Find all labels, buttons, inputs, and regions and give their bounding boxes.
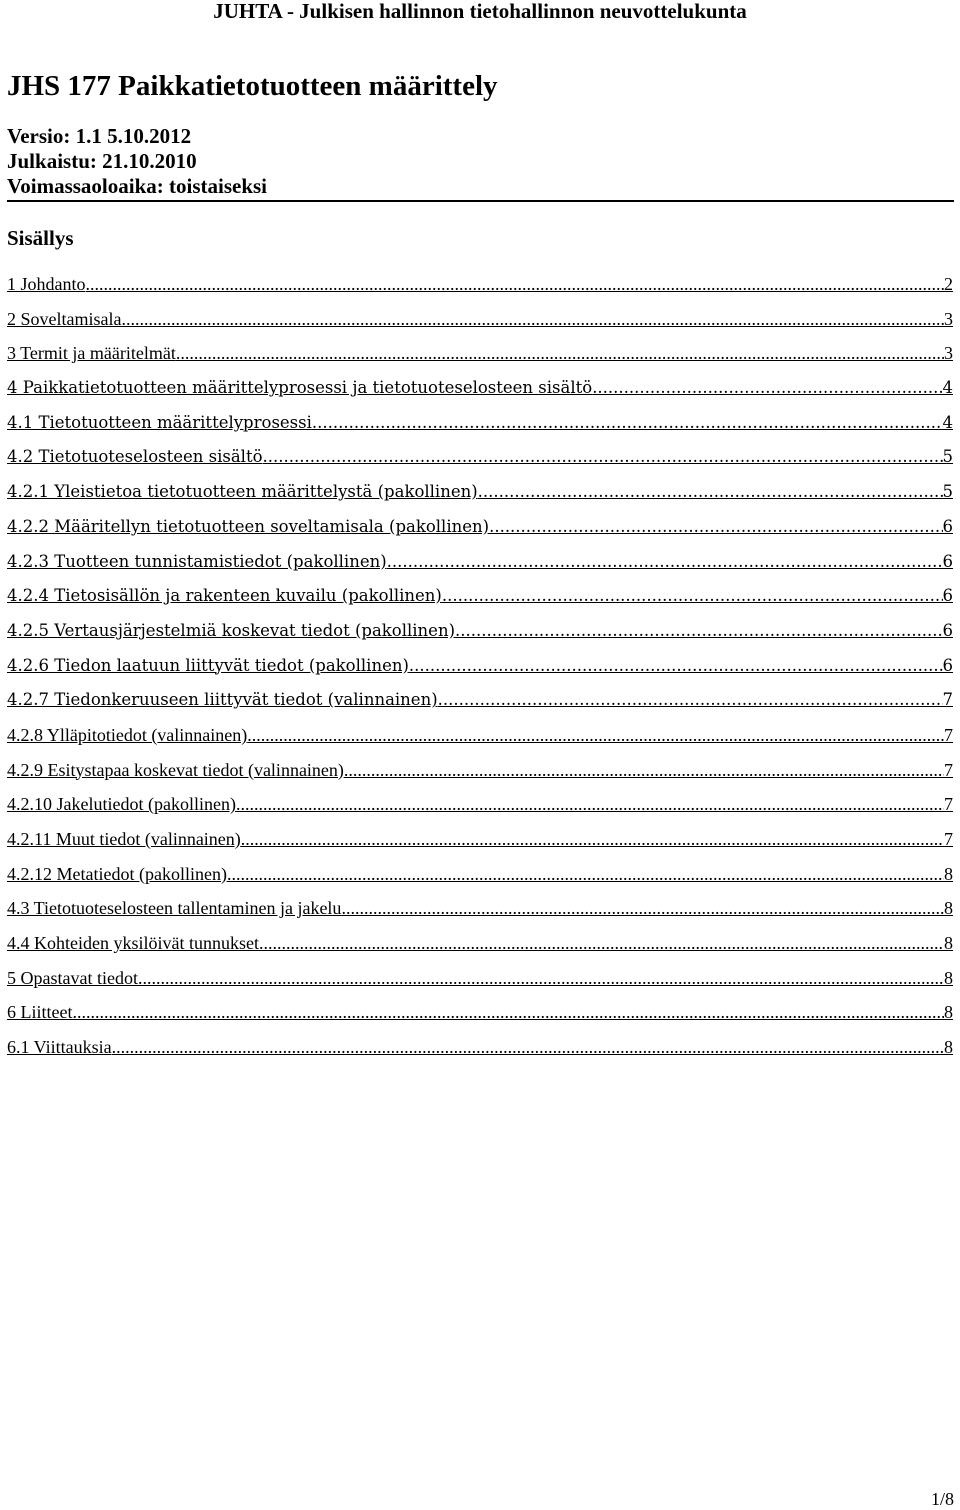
toc-entry[interactable] — [7, 582, 953, 617]
toc-entry[interactable] — [7, 825, 953, 860]
toc-entry-page-number[interactable]: 7 — [944, 724, 953, 745]
toc-entry-title[interactable]: 4.2.12 Metatiedot (pakollinen) — [7, 863, 227, 884]
toc-entry-title[interactable]: 1 Johdanto — [7, 274, 86, 294]
toc-entry[interactable] — [7, 374, 953, 409]
toc-entry-title[interactable]: 4.2.9 Esitystapaa koskevat tiedot (valinnainen) — [7, 759, 344, 780]
toc-entry-leader-dots — [438, 686, 943, 714]
toc-entry-leader-dots — [259, 929, 944, 957]
toc-entry-title[interactable]: 4.2 Tietotuoteselosteen sisältö — [7, 447, 263, 467]
published-date: Julkaistu: 21.10.2010 — [7, 149, 197, 173]
toc-entry-leader-dots — [344, 756, 944, 784]
toc-entry[interactable] — [7, 339, 953, 374]
toc-entry-title[interactable]: 4.2.8 Ylläpitotiedot (valinnainen) — [7, 724, 248, 745]
toc-entry[interactable] — [7, 548, 953, 583]
toc-entry-title[interactable]: 6 Liitteet — [7, 1002, 73, 1023]
toc-entry[interactable] — [7, 790, 953, 825]
toc-entry-page-number[interactable]: 8 — [944, 967, 953, 988]
toc-entry-page-number[interactable]: 4 — [942, 378, 953, 398]
toc-entry-page-number[interactable]: 6 — [942, 551, 953, 571]
validity-period: Voimassaoloaika: toistaiseksi — [7, 174, 268, 198]
toc-entry-leader-dots — [592, 374, 942, 402]
toc-entry[interactable] — [7, 513, 953, 548]
toc-entry[interactable] — [7, 270, 953, 305]
toc-entry-title[interactable]: 4.2.3 Tuotteen tunnistamistiedot (pakollinen) — [7, 551, 387, 571]
toc-entry-page-number[interactable]: 6 — [942, 586, 953, 606]
toc-entry[interactable] — [7, 305, 953, 340]
toc-entry-page-number[interactable]: 3 — [944, 343, 953, 364]
toc-entry[interactable] — [7, 998, 953, 1033]
toc-entry[interactable] — [7, 964, 953, 999]
toc-entry-leader-dots — [341, 894, 944, 922]
toc-entry-page-number[interactable]: 8 — [944, 863, 953, 884]
page-number: 1/8 — [930, 1489, 954, 1509]
toc-entry-title[interactable]: 4.1 Tietotuotteen määrittelyprosessi — [7, 412, 312, 432]
toc-entry[interactable] — [7, 478, 953, 513]
table-of-contents — [7, 270, 953, 1068]
toc-entry-title[interactable]: 2 Soveltamisala — [7, 308, 122, 329]
toc-entry-leader-dots — [478, 478, 943, 506]
toc-entry-title[interactable]: 4.2.1 Yleistietoa tietotuotteen määrittelystä (pakollinen) — [7, 482, 478, 502]
organization-header: JUHTA - Julkisen hallinnon tietohallinnon neuvottelukunta — [213, 0, 747, 23]
toc-entry-leader-dots — [387, 548, 943, 576]
toc-entry-title[interactable]: 4.2.2 Määritellyn tietotuotteen soveltamisala (pakollinen) — [7, 516, 490, 536]
toc-entry[interactable] — [7, 686, 953, 721]
toc-entry-leader-dots — [263, 443, 943, 471]
toc-entry-leader-dots — [236, 790, 944, 818]
version-info: Versio: 1.1 5.10.2012 — [7, 124, 192, 148]
toc-entry-leader-dots — [455, 617, 942, 645]
toc-entry-leader-dots — [72, 998, 944, 1026]
toc-entry-page-number[interactable]: 7 — [944, 829, 953, 849]
toc-entry-title[interactable]: 4 Paikkatietotuotteen määrittelyprosessi ja tietotuoteselosteen sisältö — [7, 378, 593, 398]
toc-entry-leader-dots — [176, 339, 944, 367]
toc-entry-title[interactable]: 4.2.7 Tiedonkeruuseen liittyvät tiedot (valinnainen) — [7, 690, 438, 710]
toc-entry-leader-dots — [112, 1033, 944, 1061]
toc-entry[interactable] — [7, 409, 953, 444]
toc-entry-page-number[interactable]: 6 — [942, 620, 953, 640]
toc-entry[interactable] — [7, 721, 953, 756]
toc-entry-leader-dots — [121, 305, 944, 333]
toc-entry-page-number[interactable]: 7 — [942, 690, 953, 710]
toc-entry-page-number[interactable]: 3 — [944, 308, 953, 329]
toc-entry-leader-dots — [312, 409, 943, 437]
document-metadata — [7, 124, 267, 199]
toc-entry-page-number[interactable]: 8 — [944, 1002, 953, 1023]
toc-entry-title[interactable]: 6.1 Viittauksia — [7, 1037, 112, 1058]
toc-entry-page-number[interactable]: 4 — [942, 412, 953, 432]
toc-entry-leader-dots — [409, 652, 943, 680]
toc-entry-page-number[interactable]: 8 — [944, 933, 953, 954]
toc-entry-leader-dots — [138, 964, 944, 992]
toc-entry-title[interactable]: 4.2.11 Muut tiedot (valinnainen) — [7, 829, 241, 849]
toc-entry-page-number[interactable]: 8 — [944, 898, 953, 919]
toc-entry-page-number[interactable]: 7 — [944, 759, 953, 780]
toc-entry-title[interactable]: 4.3 Tietotuoteselosteen tallentaminen ja jakelu — [7, 898, 342, 919]
toc-entry-leader-dots — [86, 270, 945, 298]
toc-entry-leader-dots — [442, 582, 943, 610]
horizontal-divider — [7, 200, 954, 202]
toc-entry-page-number[interactable]: 7 — [944, 794, 953, 815]
toc-entry[interactable] — [7, 756, 953, 791]
toc-entry-page-number[interactable]: 6 — [942, 655, 953, 675]
toc-entry[interactable] — [7, 929, 953, 964]
toc-entry-page-number[interactable]: 5 — [942, 482, 953, 502]
toc-entry[interactable] — [7, 860, 953, 895]
toc-entry-leader-dots — [227, 860, 944, 888]
toc-entry-title[interactable]: 5 Opastavat tiedot — [7, 967, 138, 988]
toc-entry-page-number[interactable]: 6 — [942, 516, 953, 536]
toc-heading: Sisällys — [7, 226, 74, 250]
toc-entry-title[interactable]: 4.2.4 Tietosisällön ja rakenteen kuvailu (pakollinen) — [7, 586, 442, 606]
toc-entry[interactable] — [7, 652, 953, 687]
toc-entry-leader-dots — [247, 721, 944, 749]
document-title: JHS 177 Paikkatietotuotteen määrittely — [7, 70, 498, 102]
toc-entry[interactable] — [7, 443, 953, 478]
toc-entry-page-number[interactable]: 2 — [944, 274, 953, 294]
toc-entry[interactable] — [7, 617, 953, 652]
toc-entry-leader-dots — [489, 513, 942, 541]
toc-entry-title[interactable]: 4.4 Kohteiden yksilöivät tunnukset — [7, 933, 259, 954]
toc-entry-title[interactable]: 3 Termit ja määritelmät — [7, 343, 176, 364]
toc-entry-leader-dots — [241, 825, 944, 853]
toc-entry-page-number[interactable]: 8 — [944, 1037, 953, 1058]
toc-entry[interactable] — [7, 1033, 953, 1068]
toc-entry[interactable] — [7, 894, 953, 929]
toc-entry-title[interactable]: 4.2.10 Jakelutiedot (pakollinen) — [7, 794, 236, 815]
toc-entry-page-number[interactable]: 5 — [942, 447, 953, 467]
toc-entry-title[interactable]: 4.2.6 Tiedon laatuun liittyvät tiedot (pakollinen) — [7, 655, 409, 675]
toc-entry-title[interactable]: 4.2.5 Vertausjärjestelmiä koskevat tiedot (pakollinen) — [7, 620, 456, 640]
